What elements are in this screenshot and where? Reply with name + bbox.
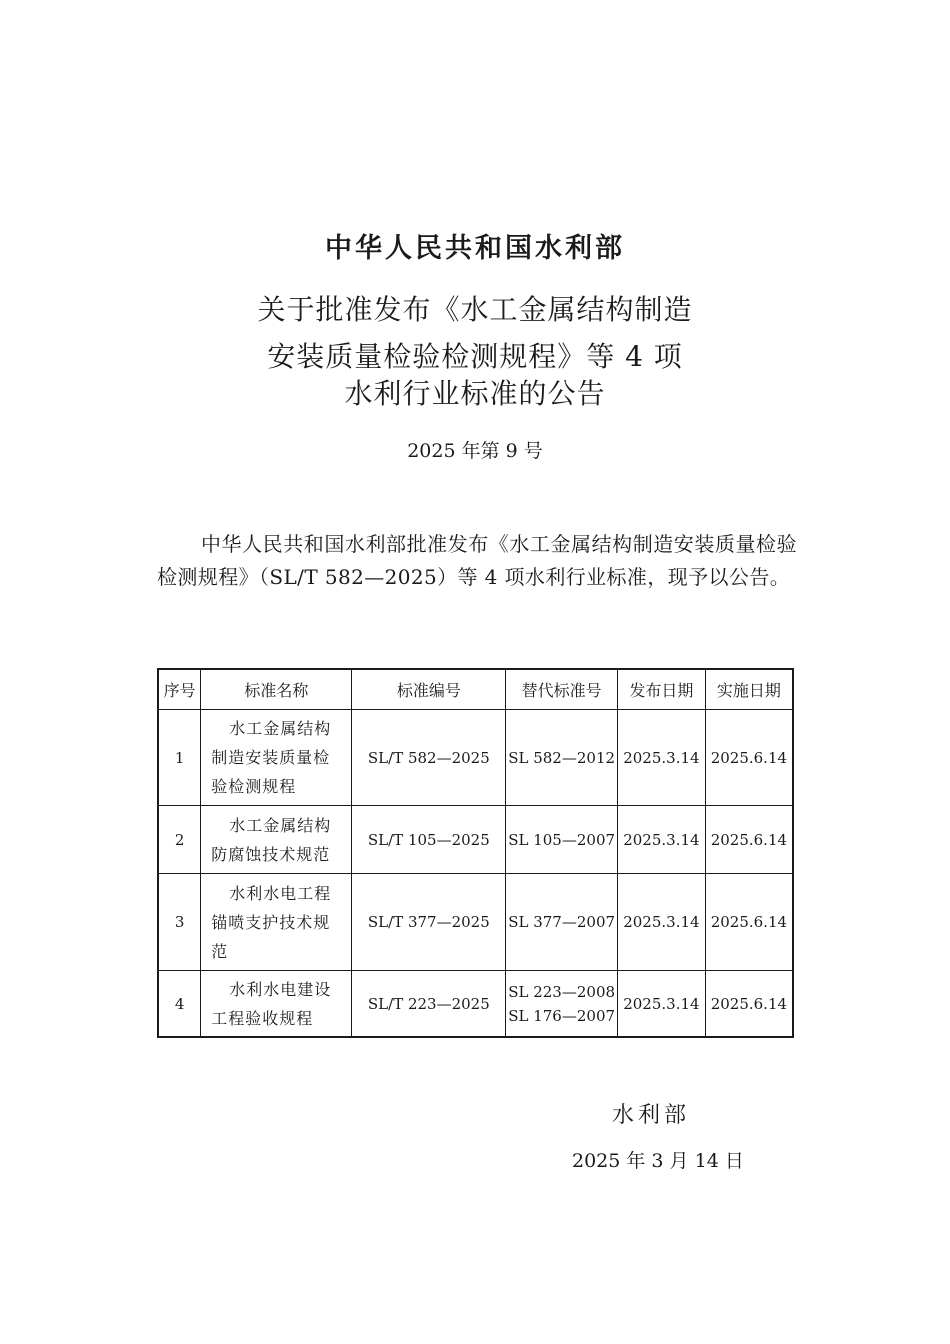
standard-name-cell — [201, 971, 352, 1038]
standard-name-cell — [201, 874, 352, 971]
table-row — [158, 874, 793, 971]
serial-cell: 1 — [158, 710, 201, 806]
serial-cell: 3 — [158, 874, 201, 971]
effective-date-cell: 2025.6.14 — [705, 806, 793, 874]
standard-name-first: 水工金属结构 — [229, 719, 332, 738]
replaced-code-cell — [506, 710, 618, 806]
effective-date-cell: 2025.6.14 — [705, 874, 793, 971]
table-header-row — [158, 669, 793, 710]
header-effective-date: 实施日期 — [705, 669, 793, 710]
replaced-code: SL 176—2007 — [508, 1006, 616, 1025]
document-number: 2025 年第 9 号 — [407, 440, 543, 462]
issuer-heading: 中华人民共和国水利部 — [325, 233, 625, 264]
replaced-code-cell — [506, 971, 618, 1038]
standard-code-cell: SL/T 377—2025 — [352, 874, 506, 971]
standards-table — [157, 668, 794, 1038]
standard-name-rest: 制造安装质量检验检测规程 — [211, 748, 331, 796]
standard-name-first: 水利水电建设 — [229, 979, 332, 999]
effective-date-cell: 2025.6.14 — [705, 710, 793, 806]
standard-name-rest: 防腐蚀技术规范 — [211, 844, 331, 864]
header-replaced-code: 替代标准号 — [506, 669, 618, 710]
publish-date-cell: 2025.3.14 — [618, 710, 706, 806]
title-line-2: 安装质量检验检测规程》等 4 项 — [267, 340, 683, 373]
standard-code-cell: SL/T 582—2025 — [352, 710, 506, 806]
replaced-code-cell — [506, 874, 618, 971]
effective-date-cell: 2025.6.14 — [705, 971, 793, 1038]
standard-name-rest: 工程验收规程 — [211, 1008, 314, 1028]
signing-date: 2025 年 3 月 14 日 — [572, 1150, 744, 1172]
standard-code-cell: SL/T 223—2025 — [352, 971, 506, 1038]
title-line-1: 关于批准发布《水工金属结构制造 — [257, 293, 693, 326]
table-row — [158, 710, 793, 806]
replaced-code: SL 377—2007 — [508, 913, 616, 931]
standard-code-cell: SL/T 105—2025 — [352, 806, 506, 874]
standard-name-rest: 锚喷支护技术规范 — [211, 912, 331, 961]
standard-name-first: 水利水电工程 — [229, 883, 332, 903]
standard-name-cell — [201, 710, 352, 806]
table-row — [158, 971, 793, 1038]
publish-date-cell: 2025.3.14 — [618, 874, 706, 971]
header-standard-code: 标准编号 — [352, 669, 506, 710]
announcement-paragraph: 中华人民共和国水利部批准发布《水工金属结构制造安装质量检验检测规程》（SL/T 582—2025）等 4 项水利行业标准，现予以公告。 — [157, 532, 797, 589]
header-serial: 序号 — [158, 669, 201, 710]
header-publish-date: 发布日期 — [618, 669, 706, 710]
serial-cell: 4 — [158, 971, 201, 1038]
standard-name-cell — [201, 806, 352, 874]
publish-date-cell: 2025.3.14 — [618, 971, 706, 1038]
replaced-code: SL 223—2008 — [508, 982, 616, 1001]
table-row — [158, 806, 793, 874]
replaced-code-cell — [506, 806, 618, 874]
standard-name-first: 水工金属结构 — [229, 815, 332, 835]
serial-cell: 2 — [158, 806, 201, 874]
signer-name: 水利部 — [612, 1103, 691, 1128]
replaced-code: SL 582—2012 — [508, 748, 616, 767]
replaced-code: SL 105—2007 — [508, 830, 616, 849]
title-line-3: 水利行业标准的公告 — [344, 377, 606, 410]
publish-date-cell: 2025.3.14 — [618, 806, 706, 874]
header-standard-name: 标准名称 — [201, 669, 352, 710]
